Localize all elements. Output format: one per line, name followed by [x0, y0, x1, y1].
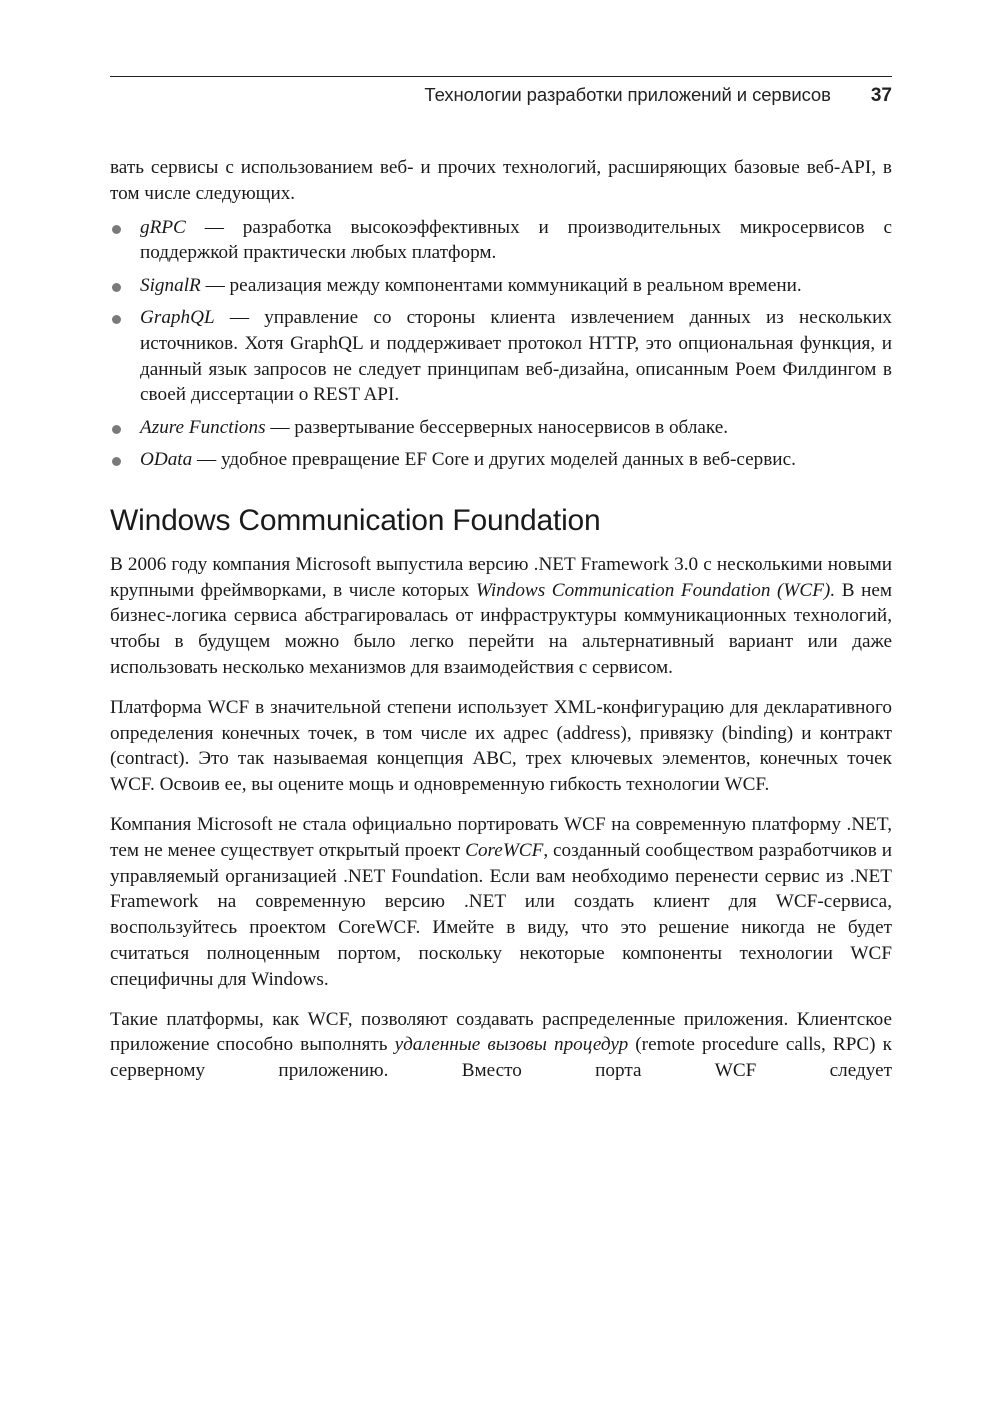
list-item — [110, 415, 892, 441]
list-item-term: Azure Functions — [140, 416, 266, 438]
emphasis-text: Windows Communication Foundation (WCF). — [475, 579, 836, 601]
bullet-icon — [112, 283, 121, 292]
paragraph-text: (remote procedure calls, RPC) к серверному приложению. Вместо порта WCF следует — [110, 1034, 892, 1082]
list-item — [110, 305, 892, 408]
list-item — [110, 273, 892, 299]
body-paragraph — [110, 1007, 892, 1084]
emphasis-text: удаленные вызовы процедур — [394, 1034, 629, 1056]
body-paragraph — [110, 552, 892, 681]
paragraph-text: Компания Microsoft не стала официально портировать WCF на современную платформу .NET, тем не менее существует открытый проект — [110, 813, 892, 861]
bullet-icon — [112, 225, 121, 234]
list-item — [110, 447, 892, 473]
body-paragraph: Платформа WCF в значительной степени использует XML-конфигурацию для декларативного определения конечных точек, в том числе их адрес (address), привязку (binding) и контракт (contract). Это так называемая концепция ABC, трех ключевых элементов, конечных точек WCF. Освоив ее, вы оцените мощь и одновременную гибкость технологии WCF. — [110, 696, 892, 796]
list-item-term: SignalR — [140, 274, 201, 296]
running-title: Технологии разработки приложений и сервисов — [424, 84, 831, 105]
list-item-text: — реализация между компонентами коммуникаций в реальном времени. — [200, 274, 802, 296]
intro-paragraph: вать сервисы с использованием веб- и прочих технологий, расширяющих базовые веб-API, в том числе следующих. — [110, 157, 892, 204]
list-item-term: gRPC — [140, 216, 186, 238]
list-item-text: — развертывание бессерверных наносервисов в облаке. — [265, 416, 729, 438]
header-rule — [110, 76, 892, 77]
paragraph-text: , созданный сообществом разработчиков и управляемый организацией .NET Foundation. Если вам необходимо перенести сервис из .NET Framework на современную версию .NET или создать клиент для WCF-сервиса, воспользуйтесь проектом CoreWCF. Имейте в виду, что это решение никогда не будет считаться полноценным портом, поскольку некоторые компоненты технологии WCF специфичны для Windows. — [110, 839, 892, 990]
section-heading: Windows Communication Foundation — [110, 503, 601, 537]
page-body — [110, 155, 892, 1098]
paragraph-text: В 2006 году компания Microsoft выпустила версию .NET Framework 3.0 с несколькими новыми крупными фреймворками, в числе которых — [110, 553, 892, 601]
technology-list — [110, 215, 892, 473]
body-paragraph — [110, 812, 892, 993]
running-header — [110, 84, 892, 107]
paragraph-text: Такие платформы, как WCF, позволяют создавать распределенные приложения. Клиентское приложение способно выполнять — [110, 1008, 892, 1056]
list-item-text: — удобное превращение EF Core и других моделей данных в веб-сервис. — [192, 448, 796, 470]
list-item — [110, 215, 892, 267]
list-item-term: GraphQL — [140, 306, 215, 328]
bullet-icon — [112, 315, 121, 324]
list-item-text: — управление со стороны клиента извлечением данных из нескольких источников. Хотя GraphQL и поддерживает протокол HTTP, это опциональная функция, и данный язык запросов не следует принципам веб-дизайна, описанным Роем Филдингом в своей диссертации о REST API. — [140, 306, 892, 406]
bullet-icon — [112, 457, 121, 466]
bullet-icon — [112, 425, 121, 434]
list-item-term: OData — [140, 448, 193, 470]
page-number: 37 — [870, 85, 892, 106]
paragraph-text: В нем бизнес-логика сервиса абстрагировалась от инфраструктуры коммуникационных технологий, чтобы в будущем можно было легко перейти на альтернативный вариант или даже использовать несколько механизмов для взаимодействия с сервисом. — [110, 579, 893, 678]
emphasis-text: CoreWCF — [465, 839, 544, 861]
list-item-text: — разработка высокоэффективных и производительных микросервисов с поддержкой практически любых платформ. — [140, 216, 892, 264]
